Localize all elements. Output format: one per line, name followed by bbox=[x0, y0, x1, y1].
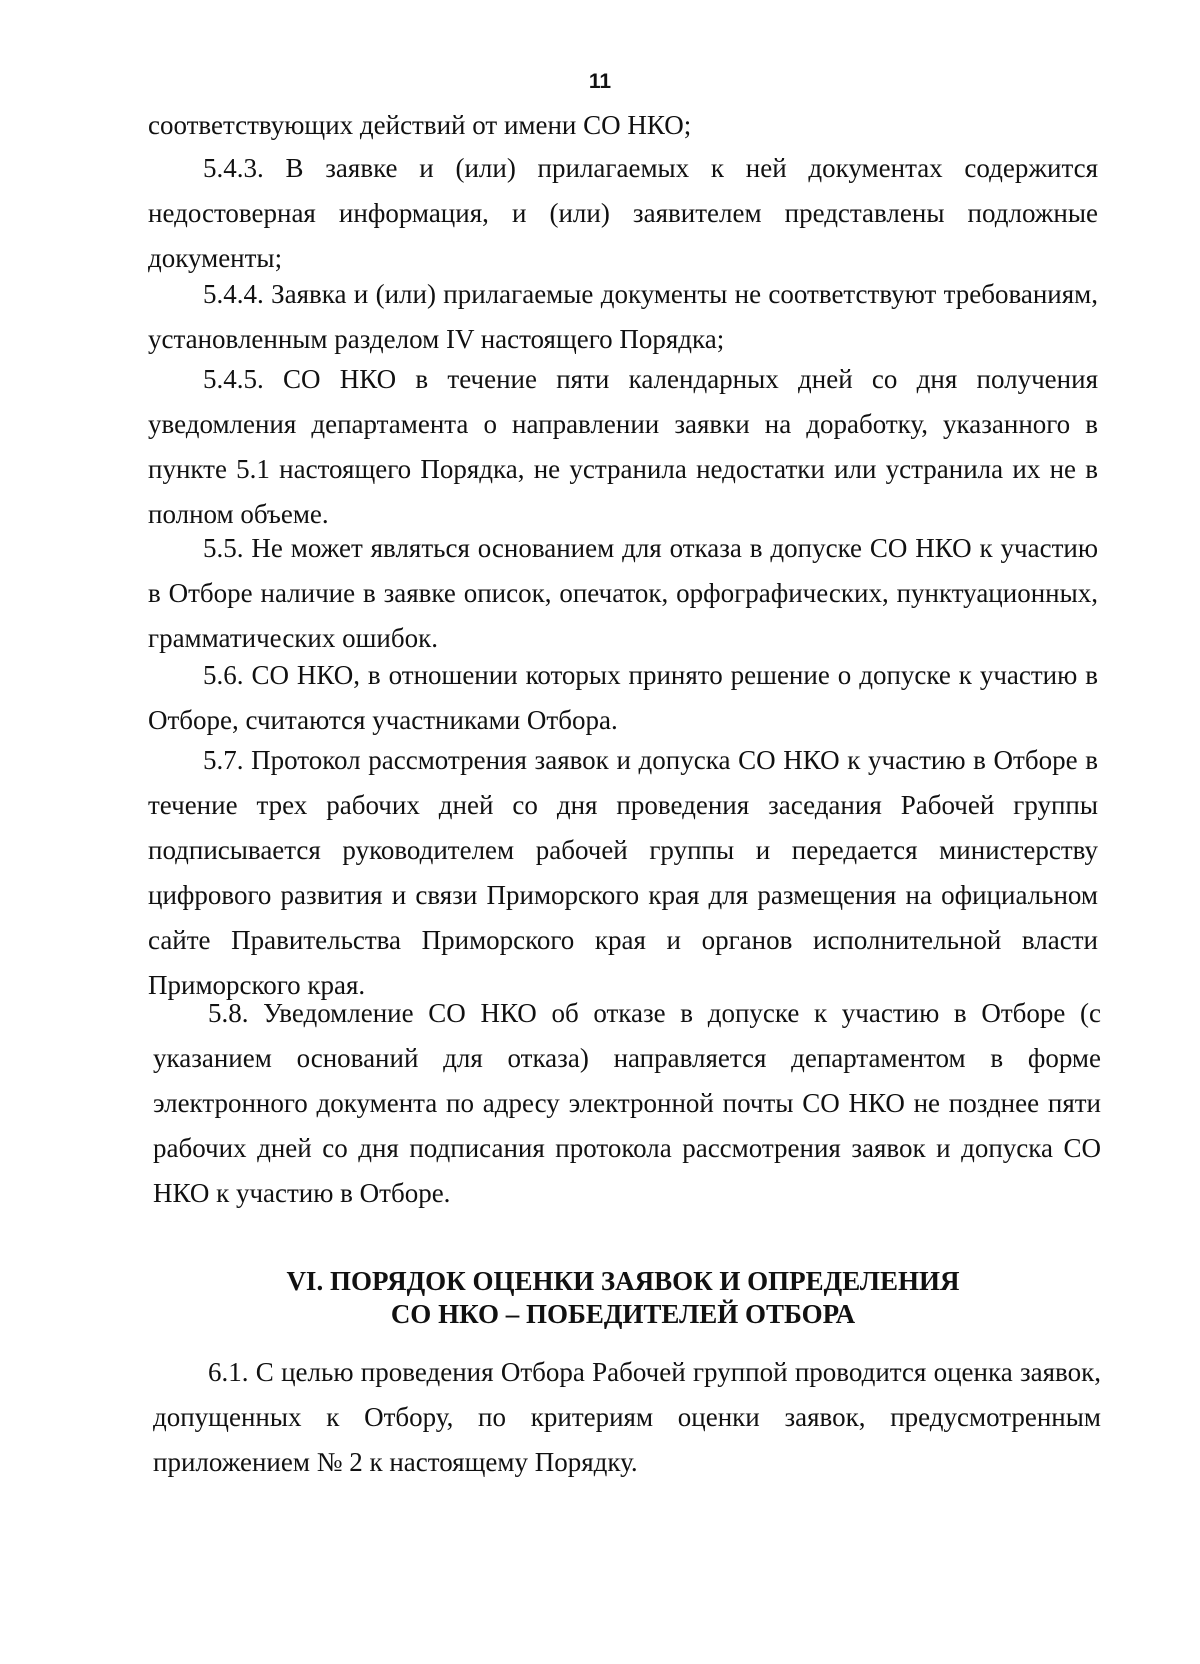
paragraph-5-4-5: 5.4.5. СО НКО в течение пяти календарных дней со дня получения уведомления департамента о направлении заявки на доработку, указанного в пункте 5.1 настоящего Порядка, не устранила недостатки или устранила их не в полном объеме. bbox=[148, 364, 1098, 529]
paragraph-5-7: 5.7. Протокол рассмотрения заявок и допуска СО НКО к участию в Отборе в течение трех рабочих дней со дня проведения заседания Рабочей группы подписывается руководителем рабочей группы и передается министерству цифрового развития и связи Приморского края для размещения на официальном сайте Правительства Приморского края и органов исполнительной власти Приморского края. bbox=[148, 745, 1098, 1000]
paragraph-5-4-3: 5.4.3. В заявке и (или) прилагаемых к ней документах содержится недостоверная информация, и (или) заявителем представлены подложные документы; bbox=[148, 153, 1098, 273]
paragraph-5-6: 5.6. СО НКО, в отношении которых принято решение о допуске к участию в Отборе, считаются участниками Отбора. bbox=[148, 660, 1098, 735]
paragraph-continuation: соответствующих действий от имени СО НКО; bbox=[148, 110, 692, 140]
paragraph-5-8: 5.8. Уведомление СО НКО об отказе в допуске к участию в Отборе (с указанием оснований для отказа) направляется департаментом в форме электронного документа по адресу электронной почты СО НКО не позднее пяти рабочих дней со дня подписания протокола рассмотрения заявок и допуска СО НКО к участию в Отборе. bbox=[153, 998, 1101, 1208]
paragraph-5-5: 5.5. Не может являться основанием для отказа в допуске СО НКО к участию в Отборе наличие в заявке описок, опечаток, орфографических, пунктуационных, грамматических ошибок. bbox=[148, 533, 1098, 653]
section-heading bbox=[148, 1265, 1098, 1331]
page-number: 11 bbox=[588, 70, 612, 93]
paragraph-5-4-4: 5.4.4. Заявка и (или) прилагаемые документы не соответствуют требованиям, установленным разделом IV настоящего Порядка; bbox=[148, 279, 1098, 354]
section-heading-line-1: VI. ПОРЯДОК ОЦЕНКИ ЗАЯВОК И ОПРЕДЕЛЕНИЯ bbox=[286, 1266, 960, 1296]
section-heading-line-2: СО НКО – ПОБЕДИТЕЛЕЙ ОТБОРА bbox=[390, 1299, 856, 1329]
paragraph-6-1: 6.1. С целью проведения Отбора Рабочей группой проводится оценка заявок, допущенных к Отбору, по критериям оценки заявок, предусмотренным приложением № 2 к настоящему Порядку. bbox=[153, 1357, 1101, 1477]
